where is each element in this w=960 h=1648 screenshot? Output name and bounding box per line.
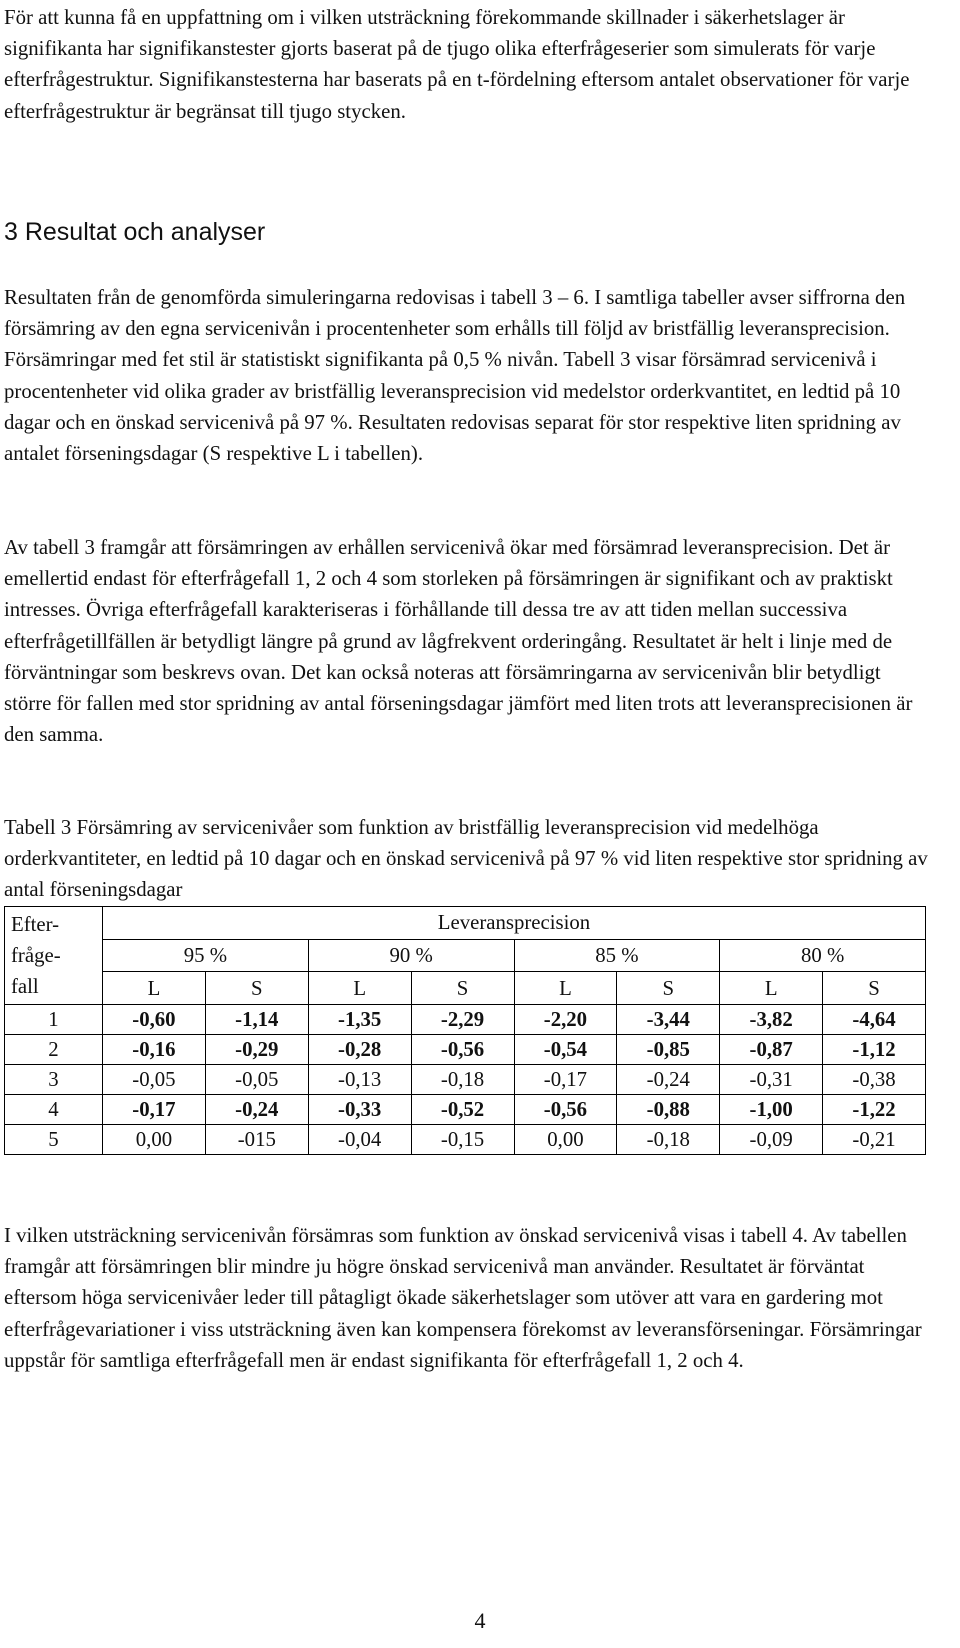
- value-cell: 0,00: [103, 1125, 206, 1155]
- table-row: [5, 1005, 926, 1035]
- value-cell: -0,29: [205, 1035, 308, 1065]
- spread-header-cell: S: [411, 972, 514, 1005]
- value-cell: -0,09: [720, 1125, 823, 1155]
- value-cell: -1,12: [823, 1035, 926, 1065]
- row-header-line: fråge-: [11, 944, 61, 967]
- value-cell: -1,22: [823, 1095, 926, 1125]
- precision-header-cell: 80 %: [720, 939, 926, 972]
- table4-intro-paragraph: I vilken utsträckning servicenivån försämras som funktion av önskad servicenivå visas i tabell 4. Av tabellen framgår att försämringen blir mindre ju högre önskad servicenivå man använder. Resultatet är förväntat eftersom höga servicenivåer leder till påtagligt ökade säkerhetslager som utöver att vara en gardering mot efterfrågevariationer i viss utsträckning även kan kompensera förekomst av leveransförseningar. Försämringar uppstår för samtliga efterfrågefall men är endast signifikanta för efterfrågefall 1, 2 och 4.: [4, 1224, 922, 1372]
- value-cell: -0,18: [411, 1065, 514, 1095]
- row-header-line: fall: [11, 975, 39, 998]
- value-cell: -0,38: [823, 1065, 926, 1095]
- section-heading: 3 Resultat och analyser: [4, 218, 266, 246]
- case-number-cell: 3: [5, 1065, 103, 1095]
- spread-header-cell: L: [308, 972, 411, 1005]
- table3-body: [5, 1005, 926, 1155]
- value-cell: -1,14: [205, 1005, 308, 1035]
- case-number-cell: 5: [5, 1125, 103, 1155]
- table3: [4, 906, 926, 1155]
- value-cell: -0,60: [103, 1005, 206, 1035]
- value-cell: -0,85: [617, 1035, 720, 1065]
- value-cell: -2,20: [514, 1005, 617, 1035]
- value-cell: -0,18: [617, 1125, 720, 1155]
- value-cell: -0,13: [308, 1065, 411, 1095]
- table-header-row-2: [5, 939, 926, 972]
- results-intro-paragraph: Resultaten från de genomförda simuleringarna redovisas i tabell 3 – 6. I samtliga tabeller avser siffrorna den försämring av den egna servicenivån i procentenheter som erhålls till följd av bristfällig leveransprecision. Försämringar med fet stil är statistiskt signifikanta på 0,5 % nivån. Tabell 3 visar försämrad servicenivå i procentenheter vid olika grader av bristfällig leveransprecision vid medelstor orderkvantitet, en ledtid på 10 dagar och en önskad servicenivå på 97 %. Resultaten redovisas separat för stor respektive liten spridning av antalet förseningsdagar (S respektive L i tabellen).: [4, 286, 906, 466]
- table-row: [5, 1065, 926, 1095]
- page-number: 4: [474, 1608, 486, 1633]
- value-cell: -0,05: [205, 1065, 308, 1095]
- value-cell: -0,28: [308, 1035, 411, 1065]
- case-number-cell: 4: [5, 1095, 103, 1125]
- value-cell: -3,44: [617, 1005, 720, 1035]
- table3-caption: Tabell 3 Försämring av servicenivåer som funktion av bristfällig leveransprecision vid medelhöga orderkvantiteter, en ledtid på 10 dagar och en önskad servicenivå på 97 % vid liten respektive stor spridning av antal förseningsdagar: [4, 816, 928, 902]
- table-row: [5, 1095, 926, 1125]
- value-cell: -0,87: [720, 1035, 823, 1065]
- value-cell: -0,17: [103, 1095, 206, 1125]
- value-cell: -0,56: [514, 1095, 617, 1125]
- value-cell: -0,15: [411, 1125, 514, 1155]
- table-header-row-1: [5, 907, 926, 940]
- value-cell: 0,00: [514, 1125, 617, 1155]
- value-cell: -0,17: [514, 1065, 617, 1095]
- value-cell: -3,82: [720, 1005, 823, 1035]
- table-header-row-3: [5, 972, 926, 1005]
- value-cell: -0,04: [308, 1125, 411, 1155]
- table-row: [5, 1035, 926, 1065]
- table-row: [5, 1125, 926, 1155]
- value-cell: -0,56: [411, 1035, 514, 1065]
- value-cell: -0,54: [514, 1035, 617, 1065]
- spread-header-cell: L: [720, 972, 823, 1005]
- row-header-line: Efter-: [11, 913, 60, 936]
- spread-header-cell: L: [514, 972, 617, 1005]
- value-cell: -0,24: [205, 1095, 308, 1125]
- value-cell: -0,52: [411, 1095, 514, 1125]
- value-cell: -0,05: [103, 1065, 206, 1095]
- value-cell: -0,33: [308, 1095, 411, 1125]
- precision-header-cell: 90 %: [308, 939, 514, 972]
- table3-discussion-paragraph: Av tabell 3 framgår att försämringen av erhållen servicenivå ökar med försämrad leveransprecision. Det är emellertid endast för efterfrågefall 1, 2 och 4 som storleken på försämringen är signifikant och av praktiskt intresses. Övriga efterfrågefall karakteriseras i förhållande till dessa tre av att tiden mellan successiva efterfrågetillfällen är betydligt längre på grund av lågfrekvent orderingång. Resultatet är helt i linje med de förväntningar som beskrevs ovan. Det kan också noteras att försämringarna av servicenivån blir betydligt större för fallen med stor spridning av antal förseningsdagar jämfört med liten trots att leveransprecisionen är den samma.: [4, 536, 913, 747]
- value-cell: -0,31: [720, 1065, 823, 1095]
- value-cell: -4,64: [823, 1005, 926, 1035]
- group-header-cell: Leveransprecision: [103, 907, 926, 940]
- value-cell: -1,35: [308, 1005, 411, 1035]
- value-cell: -2,29: [411, 1005, 514, 1035]
- case-number-cell: 1: [5, 1005, 103, 1035]
- value-cell: -015: [205, 1125, 308, 1155]
- precision-header-cell: 85 %: [514, 939, 720, 972]
- precision-header-cell: 95 %: [103, 939, 309, 972]
- spread-header-cell: S: [617, 972, 720, 1005]
- value-cell: -1,00: [720, 1095, 823, 1125]
- spread-header-cell: L: [103, 972, 206, 1005]
- value-cell: -0,21: [823, 1125, 926, 1155]
- row-header-cell: [5, 907, 103, 1005]
- value-cell: -0,88: [617, 1095, 720, 1125]
- spread-header-cell: S: [823, 972, 926, 1005]
- value-cell: -0,16: [103, 1035, 206, 1065]
- case-number-cell: 2: [5, 1035, 103, 1065]
- intro-paragraph: För att kunna få en uppfattning om i vilken utsträckning förekommande skillnader i säkerhetslager är signifikanta har signifikanstester gjorts baserat på de tjugo olika efterfrågeserier som simulerats för varje efterfrågestruktur. Signifikanstesterna har baserats på en t-fördelning eftersom antalet observationer för varje efterfrågestruktur är begränsat till tjugo stycken.: [4, 6, 910, 123]
- spread-header-cell: S: [205, 972, 308, 1005]
- value-cell: -0,24: [617, 1065, 720, 1095]
